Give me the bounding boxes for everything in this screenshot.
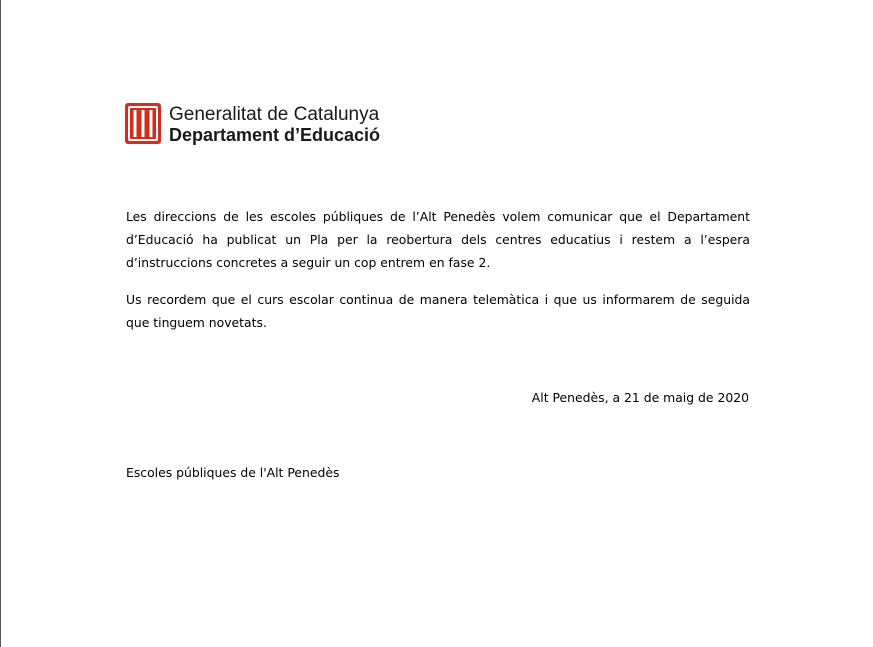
signature: Escoles públiques de l'Alt Penedès — [126, 465, 340, 480]
senyera-emblem-icon — [125, 103, 161, 144]
date-line: Alt Penedès, a 21 de maig de 2020 — [531, 390, 749, 405]
announcement-paragraph: Les direccions de les escoles públiques de l’Alt Penedès volem comunicar que el Departament d’Educació ha publicat un Pla per la reobertura dels centres educatius i restem a l’espera d’instruccions concretes a seguir un cop entrem en fase 2. — [126, 209, 750, 270]
page-edge — [0, 0, 1, 647]
department-name: Departament d’Educació — [169, 125, 381, 145]
reminder-paragraph: Us recordem que el curs escolar continua de manera telemàtica i que us informarem de seguida que tinguem novetats. — [126, 292, 750, 330]
org-name: Generalitat de Catalunya — [169, 104, 380, 125]
generalitat-logo — [125, 103, 425, 145]
